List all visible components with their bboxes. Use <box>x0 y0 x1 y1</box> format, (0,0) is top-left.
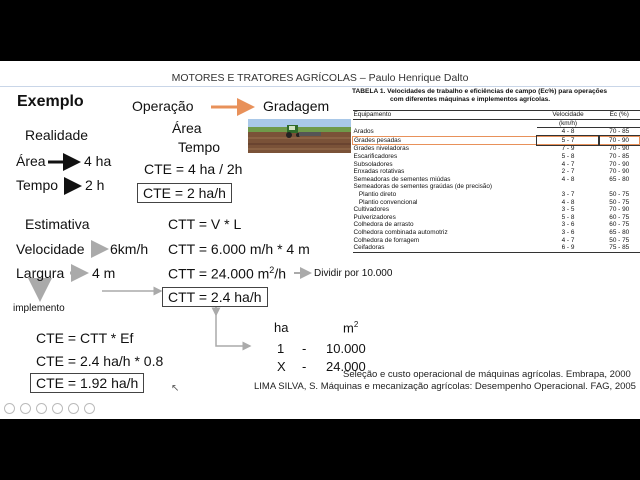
tractor-field-image <box>248 119 351 153</box>
width-text: Largura <box>16 265 65 281</box>
speed-cell: 4 - 7 <box>561 236 575 244</box>
equipment-cell: Grades niveladoras <box>353 145 409 153</box>
table-row <box>353 199 640 207</box>
table-title: TABELA 1. Velocidades de trabalho e eficiências de campo (Ec%) para operações com diferentes máquinas e implementos agrícolas. <box>352 88 608 103</box>
area-label: Área <box>172 120 202 136</box>
estimate-label: Estimativa <box>25 216 90 232</box>
speed-cell: 4 - 8 <box>561 128 575 136</box>
efficiency-cell: 70 - 90 <box>609 168 630 176</box>
table-row <box>353 183 640 191</box>
efficiency-cell: 60 - 75 <box>609 221 630 229</box>
equipment-cell: Plantio direto <box>353 190 397 198</box>
ratio-r1-dash: - <box>302 341 307 356</box>
speed-cell: 5 - 8 <box>561 152 575 160</box>
table-row <box>353 191 640 199</box>
cursor-icon: ↖ <box>171 383 180 394</box>
efficiency-cell: 50 - 75 <box>609 190 630 198</box>
slide <box>0 61 640 419</box>
efficiency-cell: 70 - 90 <box>609 160 630 168</box>
efficiency-cell: 65 - 80 <box>609 175 630 183</box>
implement-label: implemento <box>13 303 65 314</box>
efficiency-cell: 70 - 90 <box>599 136 640 145</box>
equipment-cell: Subsoladores <box>353 160 393 168</box>
ctt-step1: CTT = 6.000 m/h * 4 m <box>168 241 310 257</box>
cte-efficiency-step: CTE = 2.4 ha/h * 0.8 <box>36 353 164 369</box>
ratio-r1-right: 10.000 <box>326 341 366 356</box>
cte-final-box: CTE = 1.92 ha/h <box>30 373 144 393</box>
slides-grid-icon[interactable] <box>52 403 63 414</box>
table-row <box>353 128 640 137</box>
efficiency-cell <box>599 183 640 191</box>
speed-value: 6km/h <box>110 241 149 257</box>
ratio-r2-right: 24.000 <box>326 359 366 374</box>
efficiency-cell: 60 - 75 <box>609 213 630 221</box>
equipment-cell: Escarificadores <box>353 152 398 160</box>
efficiency-cell: 65 - 80 <box>609 228 630 236</box>
equipment-cell: Semeadoras de sementes miúdas <box>353 175 451 183</box>
conversion-link <box>216 307 250 346</box>
ctt-result-box: CTT = 2.4 ha/h <box>162 287 268 307</box>
equipment-cell: Colhedora de arrasto <box>353 221 414 229</box>
speed-text: Velocidade <box>16 241 85 257</box>
time-text: Tempo <box>16 177 59 193</box>
equipment-cell: Colhedora de forragem <box>353 236 420 244</box>
table-row <box>353 214 640 222</box>
equipment-cell: Plantio convencional <box>353 198 418 206</box>
cte-efficiency-formula: CTE = CTT * Ef <box>36 330 134 346</box>
table-row <box>353 136 640 145</box>
more-options-icon[interactable] <box>84 403 95 414</box>
efficiency-cell: 70 - 85 <box>609 128 630 136</box>
next-slide-icon[interactable] <box>20 403 31 414</box>
efficiency-cell: 70 - 90 <box>609 145 630 153</box>
ratio-r1-left: 1 <box>277 341 285 356</box>
area-value: 4 ha <box>84 153 112 169</box>
equipment-cell: Semeadoras de sementes graúdas (de precisão) <box>353 183 493 191</box>
equipment-cell: Arados <box>353 127 374 135</box>
speed-cell: 3 - 6 <box>561 221 575 229</box>
table-row <box>353 221 640 229</box>
time-value: 2 h <box>85 177 105 193</box>
width-value: 4 m <box>92 265 116 281</box>
ratio-r2-left: X <box>277 359 286 374</box>
equipment-cell: Pulverizadores <box>353 213 396 221</box>
cte-result-box: CTE = 2 ha/h <box>137 183 232 203</box>
ctt-formula: CTT = V * L <box>168 216 242 232</box>
speed-cell: 4 - 8 <box>561 198 575 206</box>
ratio-header-m2: $m^2$ <box>343 320 359 336</box>
slide-header: MOTORES E TRATORES AGRÍCOLAS – Paulo Henrique Dalto <box>171 72 469 84</box>
table-row <box>353 176 640 184</box>
reference-2: LIMA SILVA, S. Máquinas e mecanização agrícolas: Desempenho Operacional. FAG, 2005 <box>254 381 636 392</box>
speed-cell: 3 - 5 <box>561 206 575 214</box>
ratio-header-ha: ha <box>274 320 289 335</box>
efficiency-cell: 50 - 75 <box>609 236 630 244</box>
table-row <box>353 153 640 161</box>
prev-slide-icon[interactable] <box>4 403 15 414</box>
reference-1: Seleção e custo operacional de máquinas agrícolas. Embrapa, 2000 <box>343 369 631 380</box>
table-row <box>353 161 640 169</box>
ratio-r2-dash: - <box>302 359 307 374</box>
section-title: Exemplo <box>17 93 84 110</box>
time-label: Tempo <box>178 139 221 155</box>
efficiency-cell: 75 - 85 <box>599 244 640 252</box>
efficiency-table: Equipamento Velocidade Ec (%) (km/h) Arados 4 - 8 70 - 85 Grades pesadas 5 - 7 70 - 90 Grades niveladoras 7 - 9 70 - 90 Escarificadores 5 - 8 70 - 85 Subsoladores 4 - 7 70 - 90 Enxadas rotativas 2 - 7 70 - 90 Semeadoras de sementes miúdas 4 - 8 65 - 80 Semeadoras de sementes graúdas (de precisão) Plantio direto 3 - 7 50 - 75 Plantio convencional 4 - 8 50 - 75 Cultivadores 3 - 5 70 - 90 Pulverizadores 5 - 8 60 - 75 Colhedora de arrasto 3 - 6 60 - 75 Colhedora combinada automotriz 3 - 6 65 - 80 Colhedora de forragem 4 - 7 50 - 75 Ceifadoras 6 - 9 75 - 85 <box>352 110 640 253</box>
zoom-icon[interactable] <box>68 403 79 414</box>
speed-cell: 3 - 7 <box>561 190 575 198</box>
efficiency-cell: 70 - 90 <box>609 206 630 214</box>
divide-note: Dividir por 10.000 <box>314 268 393 279</box>
table-row <box>353 145 640 153</box>
speed-cell: 3 - 6 <box>561 228 575 236</box>
pen-tool-icon[interactable] <box>36 403 47 414</box>
speed-cell: 7 - 9 <box>561 145 575 153</box>
table-row <box>353 237 640 245</box>
operation-label: Operação <box>132 98 194 114</box>
equipment-cell: Ceifadoras <box>353 244 538 252</box>
equipment-cell: Enxadas rotativas <box>353 168 405 176</box>
speed-cell: 5 - 7 <box>537 136 599 145</box>
operation-name: Gradagem <box>263 98 330 114</box>
table-row <box>353 244 640 252</box>
equipment-cell: Colhedora combinada automotriz <box>353 228 448 236</box>
table-row <box>353 168 640 176</box>
speed-cell: 6 - 9 <box>537 244 599 252</box>
ctt-step2: CTT = 24.000 $m^2/h$ <box>168 265 286 282</box>
speed-cell: 5 - 8 <box>561 213 575 221</box>
reality-label: Realidade <box>25 127 89 143</box>
speed-cell: 4 - 8 <box>561 175 575 183</box>
area-text: Área <box>16 153 46 169</box>
efficiency-cell: 70 - 85 <box>609 152 630 160</box>
speed-cell <box>537 183 599 191</box>
equipment-cell: Cultivadores <box>353 206 390 214</box>
efficiency-cell: 50 - 75 <box>609 198 630 206</box>
cte-formula: CTE = 4 ha / 2h <box>144 161 243 177</box>
speed-cell: 2 - 7 <box>561 168 575 176</box>
equipment-cell: Grades pesadas <box>353 136 538 145</box>
speed-cell: 4 - 7 <box>561 160 575 168</box>
table-row <box>353 229 640 237</box>
table-row <box>353 206 640 214</box>
